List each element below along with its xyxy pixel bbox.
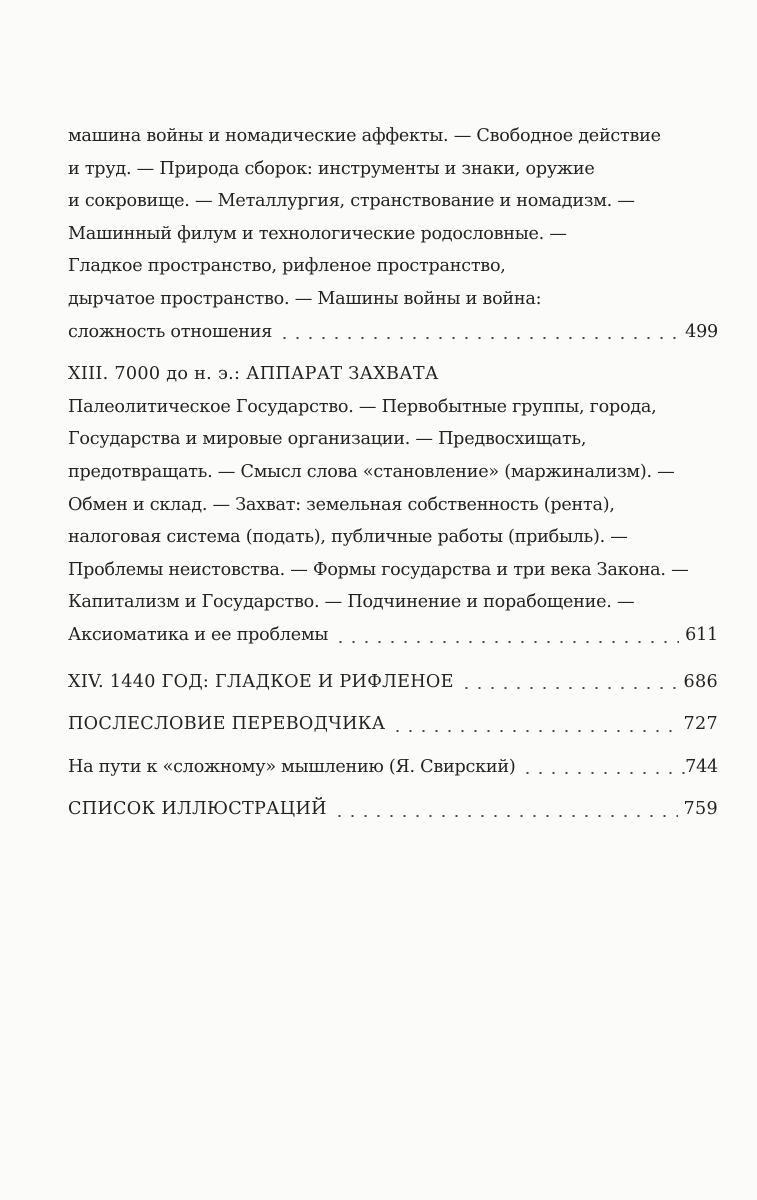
essay-entry	[68, 751, 718, 784]
toc-text-line: Проблемы неистовства. — Формы государства и три века Закона. —	[68, 559, 689, 580]
section-title: На пути к «сложному» мышлению (Я. Свирский)	[68, 756, 516, 777]
toc-text-line: Капитализм и Государство. — Подчинение и порабощение. —	[68, 592, 635, 613]
toc-text-line: Аксиоматика и ее проблемы	[68, 624, 329, 645]
dot-leader	[460, 687, 678, 689]
page-number: 759	[683, 799, 718, 820]
page-number: 499	[685, 321, 718, 342]
section-title: СПИСОК ИЛЛЮСТРАЦИЙ	[68, 799, 327, 820]
dot-leader	[333, 815, 678, 817]
page-number: 611	[685, 624, 718, 645]
chapter-title: XIII. 7000 до н. э.: АППАРАТ ЗАХВАТА	[68, 364, 439, 385]
toc-text-line: Обмен и склад. — Захват: земельная собственность (рента),	[68, 494, 615, 515]
toc-text-line: и труд. — Природа сборок: инструменты и знаки, оружие	[68, 158, 595, 179]
dot-leader	[391, 730, 677, 732]
chapter-12-description	[68, 120, 718, 348]
toc-text-line: сложность отношения	[68, 321, 273, 342]
dot-leader	[278, 337, 679, 339]
toc-text-line: и сокровище. — Металлургия, странствование и номадизм. —	[68, 191, 635, 212]
page-number: 686	[683, 671, 718, 692]
toc-text-line: Государства и мировые организации. — Предвосхищать,	[68, 429, 587, 450]
toc-text-line: Машинный филум и технологические родословные. —	[68, 223, 567, 244]
toc-entry	[68, 619, 718, 652]
dot-leader	[334, 641, 679, 643]
page-number: 727	[683, 714, 718, 735]
page-number: 744	[685, 756, 718, 777]
toc-text-line: Палеолитическое Государство. — Первобытные группы, города,	[68, 396, 657, 417]
chapter-14-entry	[68, 666, 718, 699]
chapter-title: XIV. 1440 ГОД: ГЛАДКОЕ И РИФЛЕНОЕ	[68, 671, 454, 692]
toc-entry	[68, 316, 718, 349]
dot-leader	[521, 772, 685, 774]
table-of-contents	[68, 120, 718, 826]
illustrations-entry	[68, 793, 718, 826]
afterword-entry	[68, 708, 718, 741]
toc-text-line: предотвращать. — Смысл слова «становление» (маржинализм). —	[68, 461, 675, 482]
toc-text-line: машина войны и номадические аффекты. — Свободное действие	[68, 126, 661, 146]
chapter-13	[68, 358, 718, 651]
section-title: ПОСЛЕСЛОВИЕ ПЕРЕВОДЧИКА	[68, 714, 386, 735]
toc-text-line: налоговая система (подать), публичные работы (прибыль). —	[68, 527, 628, 548]
toc-text-line: дырчатое пространство. — Машины войны и война:	[68, 288, 542, 309]
toc-text-line: Гладкое пространство, рифленое пространство,	[68, 256, 506, 277]
